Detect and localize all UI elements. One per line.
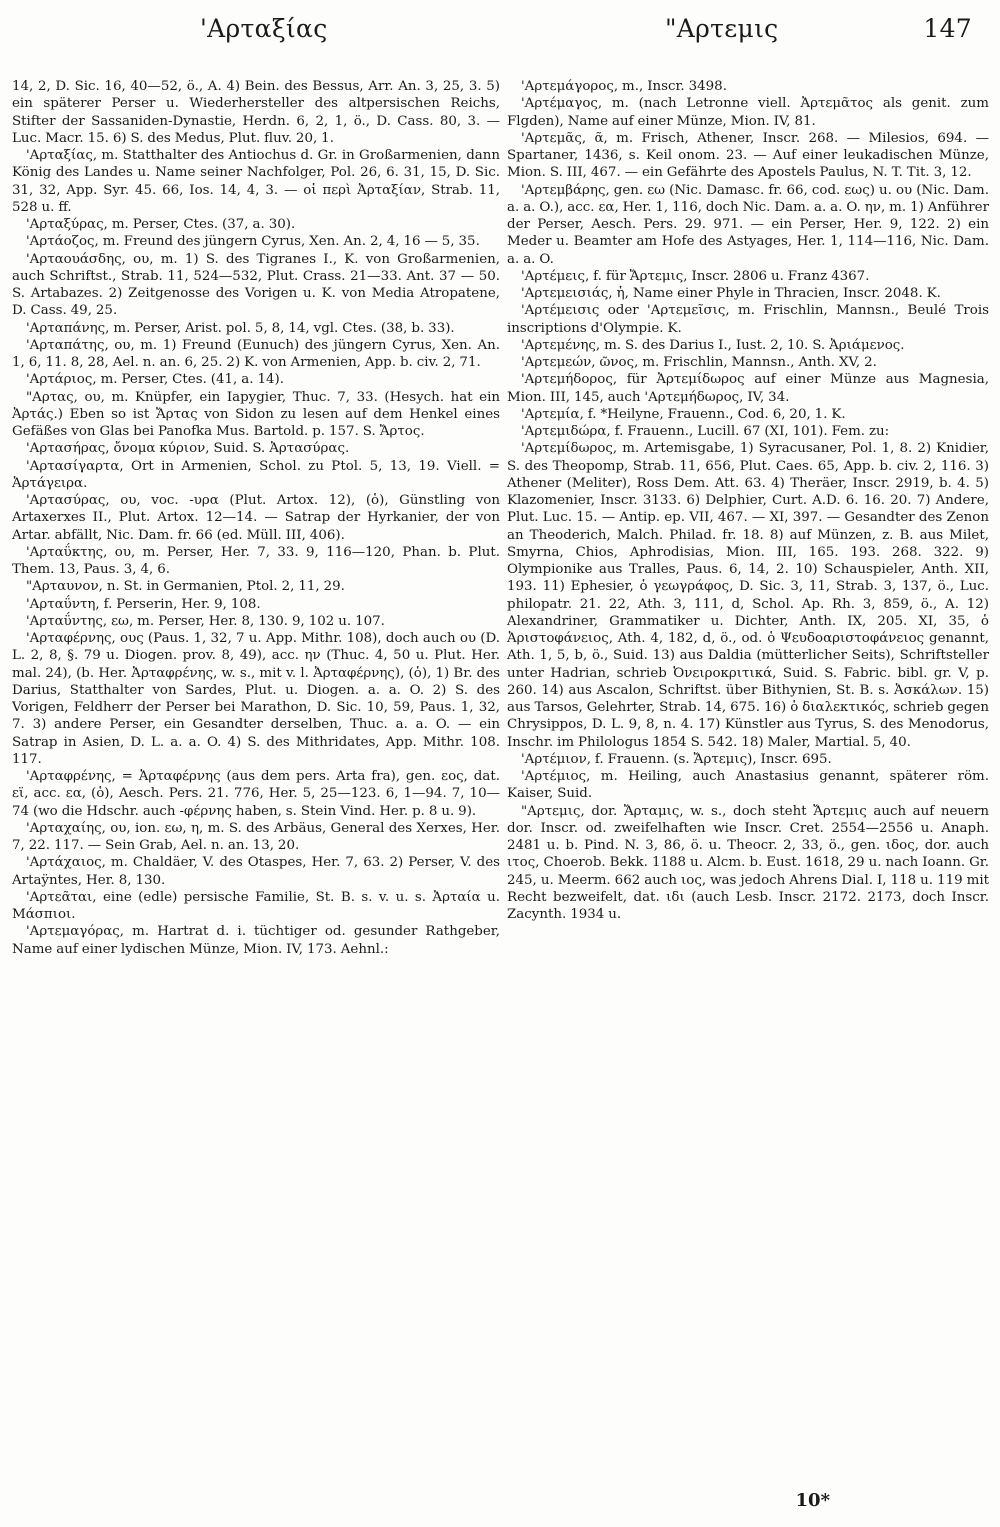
dictionary-entry: 'Αρτεμία, f. *Heilyne, Frauenn., Cod. 6, 20, 1. K. bbox=[521, 406, 846, 422]
left-column bbox=[12, 78, 500, 958]
dictionary-entry: 'Αρταχαίης, ου, ion. εω, η, m. S. des Arbäus, General des Xerxes, Her. 7, 22. 117. — Sein Grab, Ael. n. an. 13, 20. bbox=[12, 820, 500, 853]
dictionary-entry: 'Αρτέμιος, m. Heiling, auch Anastasius genannt, späterer röm. Kaiser, Suid. bbox=[507, 769, 989, 802]
dictionary-entry: 'Αρτασύρας, ου, voc. -υρα (Plut. Artox. 12), (ὁ), Günstling von Artaxerxes II., Plut. Artox. 12—14. — Satrap der Hyrkanier, der von Artar. abfällt, Nic. Dam. fr. 66 (ed. Müll. III, 406). bbox=[12, 493, 500, 543]
dictionary-entry: 14, 2, D. Sic. 16, 40—52, ö., A. 4) Bein. des Bessus, Arr. An. 3, 25, 3. 5) ein späterer Perser u. Wiederhersteller des altpersischen Reichs, Stifter der Sassaniden-Dynastie, Herdn. 6, 2, 1, ö., D. Cass. 80, 3. — Luc. Macr. 15. 6) S. des Medus, Plut. fluv. 20, 1. bbox=[12, 79, 500, 146]
dictionary-entry: 'Αρταΰντης, εω, m. Perser, Her. 8, 130. 9, 102 u. 107. bbox=[26, 613, 385, 629]
running-head-right: "Αρτεμις bbox=[665, 14, 779, 43]
dictionary-entry: 'Αρταουάσδης, ου, m. 1) S. des Tigranes I., K. von Großarmenien, auch Schriftst., Strab. 11, 524—532, Plut. Crass. 21—33. Ant. 37 — 50. S. Artabazes. 2) Zeitgenosse des Vorigen u. K. von Media Atropatene, D. Cass. 49, 25. bbox=[12, 251, 500, 319]
dictionary-entry: 'Αρταξίας, m. Statthalter des Antiochus d. Gr. in Großarmenien, dann König des Landes u. Name seiner Nachfolger, Pol. 26, 6. 31, 15, D. Sic. 31, 32, App. Syr. 45. 66, Ios. 14, 4, 3. — οἱ περὶ Ἀρταξίαν, Strab. 11, 528 u. ff. bbox=[12, 148, 500, 215]
dictionary-entry: 'Αρταφρένης, = Ἀρταφέρνης (aus dem pers. Arta fra), gen. εος, dat. εϊ, acc. εα, (ὁ), Aesch. Pers. 21. 776, Her. 5, 25—123. 6, 1—94. 7, 10—74 (wo die Hdschr. auch -φέρνης haben, s. Stein Vind. Her. p. 8 u. 9). bbox=[12, 769, 500, 819]
right-column bbox=[507, 78, 989, 923]
page-number: 147 bbox=[923, 14, 972, 43]
dictionary-entry: 'Αρτεμεών, ῶνος, m. Frischlin, Mannsn., Anth. XV, 2. bbox=[521, 355, 877, 370]
dictionary-entry: "Αρτας, ου, m. Knüpfer, ein Iapygier, Thuc. 7, 33. (Hesych. hat ein Ἀρτάς.) Eben so ist Ἄρτας von Sidon zu lesen auf dem Henkel eines Gefäßes von Glas bei Panofka Mus. Bartold. p. 157. S. Ἄρτος. bbox=[12, 389, 500, 439]
dictionary-entry: 'Αρτεμβάρης, gen. εω (Nic. Damasc. fr. 66, cod. εως) u. ου (Nic. Dam. a. a. O.), acc. εα, Her. 1, 116, doch Nic. Dam. a. a. O. ην, m. 1) Anführer der Perser, Aesch. Pers. 29. 971. — ein Perser, Her. 9, 122. 2) ein Meder u. Beamter am Hofe des Astyages, Her. 1, 114—116, Nic. Dam. a. a. O. bbox=[507, 182, 989, 267]
dictionary-entry: 'Αρτάριος, m. Perser, Ctes. (41, a. 14). bbox=[26, 372, 284, 388]
dictionary-entry: 'Αρτεμήδορος, für Ἀρτεμίδωρος auf einer Münze aus Magnesia, Mion. III, 145, auch 'Αρτεμήδωρος, IV, 34. bbox=[507, 372, 989, 405]
dictionary-entry: 'Αρτεμᾶς, ᾶ, m. Frisch, Athener, Inscr. 268. — Milesios, 694. — Spartaner, 1436, s. Keil onom. 23. — Auf einer leukadischen Münze, Mion. S. III, 467. — ein Gefährte des Apostels Paulus, N. T. Tit. 3, 12. bbox=[507, 130, 989, 181]
dictionary-entry: 'Αρτασήρας, ὄνομα κύριον, Suid. S. Ἀρτασύρας. bbox=[26, 441, 350, 457]
dictionary-entry: 'Αρτάοζος, m. Freund des jüngern Cyrus, Xen. An. 2, 4, 16 — 5, 35. bbox=[26, 234, 480, 250]
dictionary-entry: 'Αρτεμιδώρα, f. Frauenn., Lucill. 67 (XI, 101). Fem. zu: bbox=[521, 424, 890, 439]
dictionary-entry: 'Αρταξύρας, m. Perser, Ctes. (37, a. 30). bbox=[26, 217, 296, 232]
dictionary-entry: "Αρταυνον, n. St. in Germanien, Ptol. 2, 11, 29. bbox=[26, 579, 345, 595]
dictionary-entry: 'Αρταπάνης, m. Perser, Arist. pol. 5, 8, 14, vgl. Ctes. (38, b. 33). bbox=[26, 320, 455, 336]
dictionary-entry: 'Αρτεμεισιάς, ἡ, Name einer Phyle in Thracien, Inscr. 2048. K. bbox=[521, 286, 941, 301]
dictionary-entry: 'Αρταπάτης, ου, m. 1) Freund (Eunuch) des jüngern Cyrus, Xen. An. 1, 6, 11. 8, 28, Ael. n. an. 6, 25. 2) K. von Armenien, App. b. civ. 2, 71. bbox=[12, 337, 500, 370]
dictionary-entry: 'Αρτέμεις, f. für Ἄρτεμις, Inscr. 2806 u. Franz 4367. bbox=[521, 268, 870, 284]
dictionary-entry: 'Αρτέμεισις oder 'Αρτεμεῖσις, m. Frischlin, Mannsn., Beulé Trois inscriptions d'Olympie. K. bbox=[507, 303, 989, 336]
dictionary-entry: 'Αρτέμαγος, m. (nach Letronne viell. Ἀρτεμᾶτος als genit. zum Flgden), Name auf einer Münze, Mion. IV, 81. bbox=[507, 96, 989, 129]
dictionary-entry: 'Αρταφέρνης, ους (Paus. 1, 32, 7 u. App. Mithr. 108), doch auch ου (D. L. 2, 8, §. 79 u. Diogen. prov. 8, 49), acc. ην (Thuc. 4, 50 u. Plut. Her. mal. 24), (b. Her. Ἀρταφρένης, w. s., mit v. l. Ἀρταφέρνης), (ὁ), 1) Br. des Darius, Statthalter von Sardes, Plut. u. Diogen. a. a. O. 2) S. des Vorigen, Feldherr der Perser bei Marathon, D. Sic. 10, 59, Paus. 1, 32, 7. 3) andere Perser, ein Gesandter derselben, Thuc. a. a. O. — ein Satrap in Asien, D. L. a. a. O. 4) S. des Mithridates, App. Mithr. 108. 117. bbox=[12, 631, 500, 767]
dictionary-entry: 'Αρτεμάγορος, m., Inscr. 3498. bbox=[521, 79, 727, 94]
dictionary-entry: 'Αρτεμίδωρος, m. Artemisgabe, 1) Syracusaner, Pol. 1, 8. 2) Knidier, S. des Theopomp, Strab. 11, 656, Plut. Caes. 65, App. b. civ. 2, 116. 3) Athener (Meliter), Ross Dem. Att. 63. 4) Theräer, Inscr. 2919, b. 4. 5) Klazomenier, Inscr. 3133. 6) Delphier, Curt. A.D. 6. 16. 20. 7) Andere, Plut. Luc. 15. — Antip. ep. VII, 467. — XI, 397. — Gesandter des Zenon an Theoderich, Malch. Philad. fr. 18. 8) auf Münzen, z. B. aus Milet, Smyrna, Chios, Aphrodisias, Mion. III, 165. 193. 268. 322. 9) Olympionike aus Tralles, Paus. 6, 14, 2. 10) Schauspieler, Anth. XII, 193. 11) Ephesier, ὁ γεωγράφος, D. Sic. 3, 11, Strab. 3, 137, ö., Luc. philopatr. 21. 22, Ath. 3, 111, d, Schol. Ap. Rh. 3, 859, ö., A. 12) Alexandriner, Grammatiker u. Dichter, Anth. IX, 205. XI, 35, ὁ Ἀριστοφάνειος, Ath. 4, 182, d, ö., od. ὁ Ψευδοαριστοφάνειος genannt, Ath. 1, 5, b, ö., Suid. 13) aus Daldia (mütterlicher Seits), Schriftsteller unter Hadrian, schrieb Ὀνειροκριτικά, Suid. S. Fabric. bibl. gr. V, p. 260. 14) aus Ascalon, Schriftst. über Bithynien, St. B. s. Ἀσκάλων. 15) aus Tarsos, Gelehrter, Strab. 14, 675. 16) ὁ διαλεκτικός, schrieb gegen Chrysippos, D. L. 9, 8, n. 4. 17) Künstler aus Tyrus, S. des Menodorus, Inschr. im Philologus 1854 S. 542. 18) Maler, Martial. 5, 40. bbox=[507, 441, 989, 750]
dictionary-entry: 'Αρτεμαγόρας, m. Hartrat d. i. tüchtiger od. gesunder Rathgeber, Name auf einer lydischen Münze, Mion. IV, 173. Aehnl.: bbox=[12, 924, 500, 957]
dictionary-entry: 'Αρταΰντη, f. Perserin, Her. 9, 108. bbox=[26, 596, 261, 612]
dictionary-entry: 'Αρτάχαιος, m. Chaldäer, V. des Otaspes, Her. 7, 63. 2) Perser, V. des Artaÿntes, Her. 8, 130. bbox=[12, 855, 500, 888]
dictionary-entry: 'Αρτεμένης, m. S. des Darius I., Iust. 2, 10. S. Ἀριάμενος. bbox=[521, 337, 905, 353]
dictionary-entry: 'Αρτεᾶται, eine (edle) persische Familie, St. B. s. v. u. s. Ἀρταία u. Μάσπιοι. bbox=[12, 889, 500, 922]
running-head-left: 'Αρταξίας bbox=[200, 14, 328, 43]
signature-mark: 10* bbox=[795, 1490, 830, 1511]
dictionary-entry: 'Αρτέμιον, f. Frauenn. (s. Ἄρτεμις), Inscr. 695. bbox=[521, 751, 832, 767]
dictionary-entry: "Αρτεμις, dor. Ἄρταμις, w. s., doch steht Ἄρτεμις auch auf neuern dor. Inscr. od. zweifelhaften wie Inscr. Cret. 2554—2556 u. Anaph. 2481 u. b. Pind. N. 3, 86, ö. u. Theocr. 2, 33, ö., gen. ιδος, dor. auch ιτος, Choerob. Bekk. 1188 u. Alcm. b. Eust. 1618, 29 u. nach Ioann. Gr. 245, u. Meerm. 662 auch ιος, was jedoch Ahrens Dial. I, 118 u. 119 mit Recht bezweifelt, dat. ιδι (auch Lesb. Inscr. 2172. 2173, doch Inscr. Zacynth. 1934 u. bbox=[507, 803, 989, 922]
dictionary-entry: 'Αρτασίγαρτα, Ort in Armenien, Schol. zu Ptol. 5, 13, 19. Viell. = Ἀρτάγειρα. bbox=[12, 458, 500, 491]
dictionary-entry: 'Αρταΰκτης, ου, m. Perser, Her. 7, 33. 9, 116—120, Phan. b. Plut. Them. 13, Paus. 3, 4, 6. bbox=[12, 544, 500, 577]
